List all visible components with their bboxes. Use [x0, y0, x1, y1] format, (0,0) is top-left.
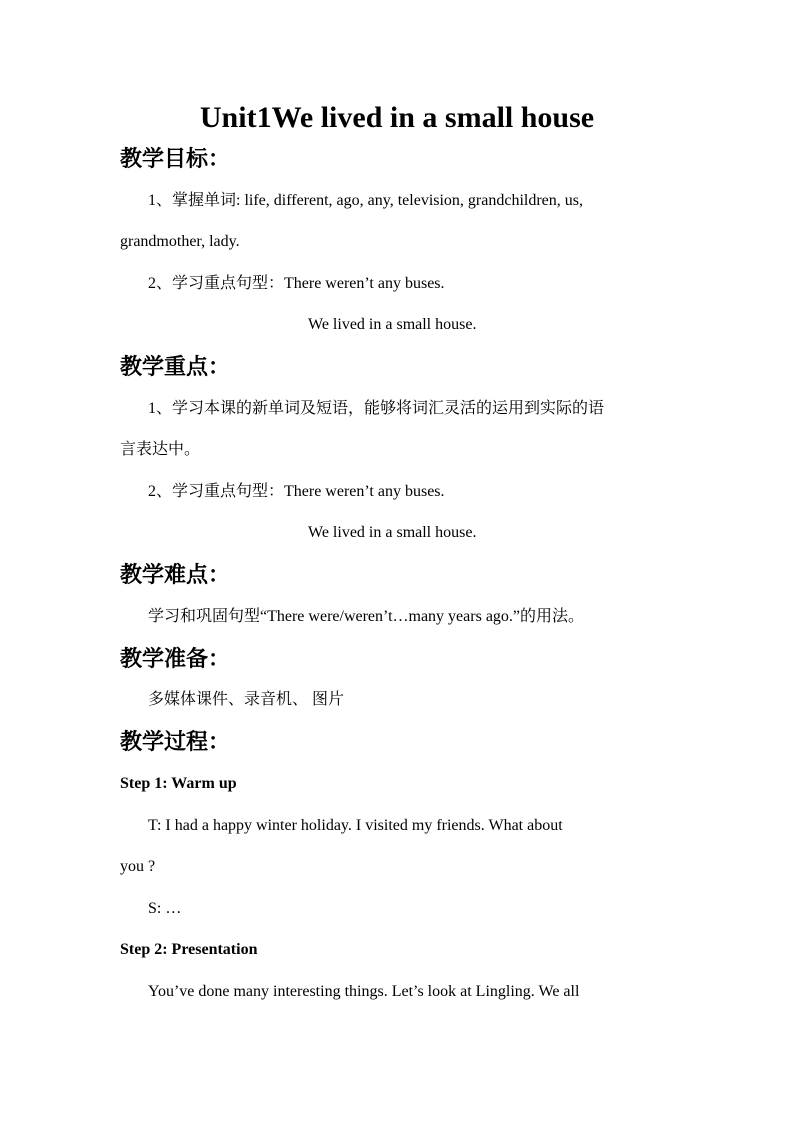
preparation-heading: 教学准备： [120, 647, 231, 672]
difficulties-heading: 教学难点： [120, 563, 231, 588]
key-points-item1-line2: 言表达中。 [120, 441, 201, 458]
preparation-text: 多媒体课件、录音机、 图片 [148, 691, 345, 708]
objectives-item1-line2: grandmother, lady. [120, 233, 240, 250]
objectives-item2-line2: We lived in a small house. [308, 316, 477, 333]
page-title: Unit1We lived in a small house [199, 101, 595, 134]
difficulties-text: 学习和巩固句型“There were/weren’t…many years ago.”的用法。 [148, 608, 585, 625]
key-points-item1-line1: 1、学习本课的新单词及短语，能够将词汇灵活的运用到实际的语 [148, 400, 605, 417]
process-heading: 教学过程： [120, 730, 231, 755]
step1-line2: you ? [120, 858, 156, 875]
step1-title: Step 1: Warm up [120, 775, 237, 792]
objectives-heading: 教学目标： [120, 147, 231, 172]
step2-title: Step 2: Presentation [120, 941, 258, 958]
step1-line1: T: I had a happy winter holiday. I visited my friends. What about [148, 817, 563, 834]
objectives-item1-line1: 1、掌握单词: life, different, ago, any, television, grandchildren, us, [148, 192, 584, 209]
key-points-item2-line2: We lived in a small house. [308, 524, 477, 541]
key-points-item2-line1: 2、学习重点句型：There weren’t any buses. [148, 483, 445, 500]
key-points-heading: 教学重点： [120, 355, 231, 380]
step1-line3: S: … [148, 900, 182, 917]
step2-line1: You’ve done many interesting things. Let’s look at Lingling. We all [148, 983, 580, 1000]
objectives-item2-line1: 2、学习重点句型：There weren’t any buses. [148, 275, 445, 292]
